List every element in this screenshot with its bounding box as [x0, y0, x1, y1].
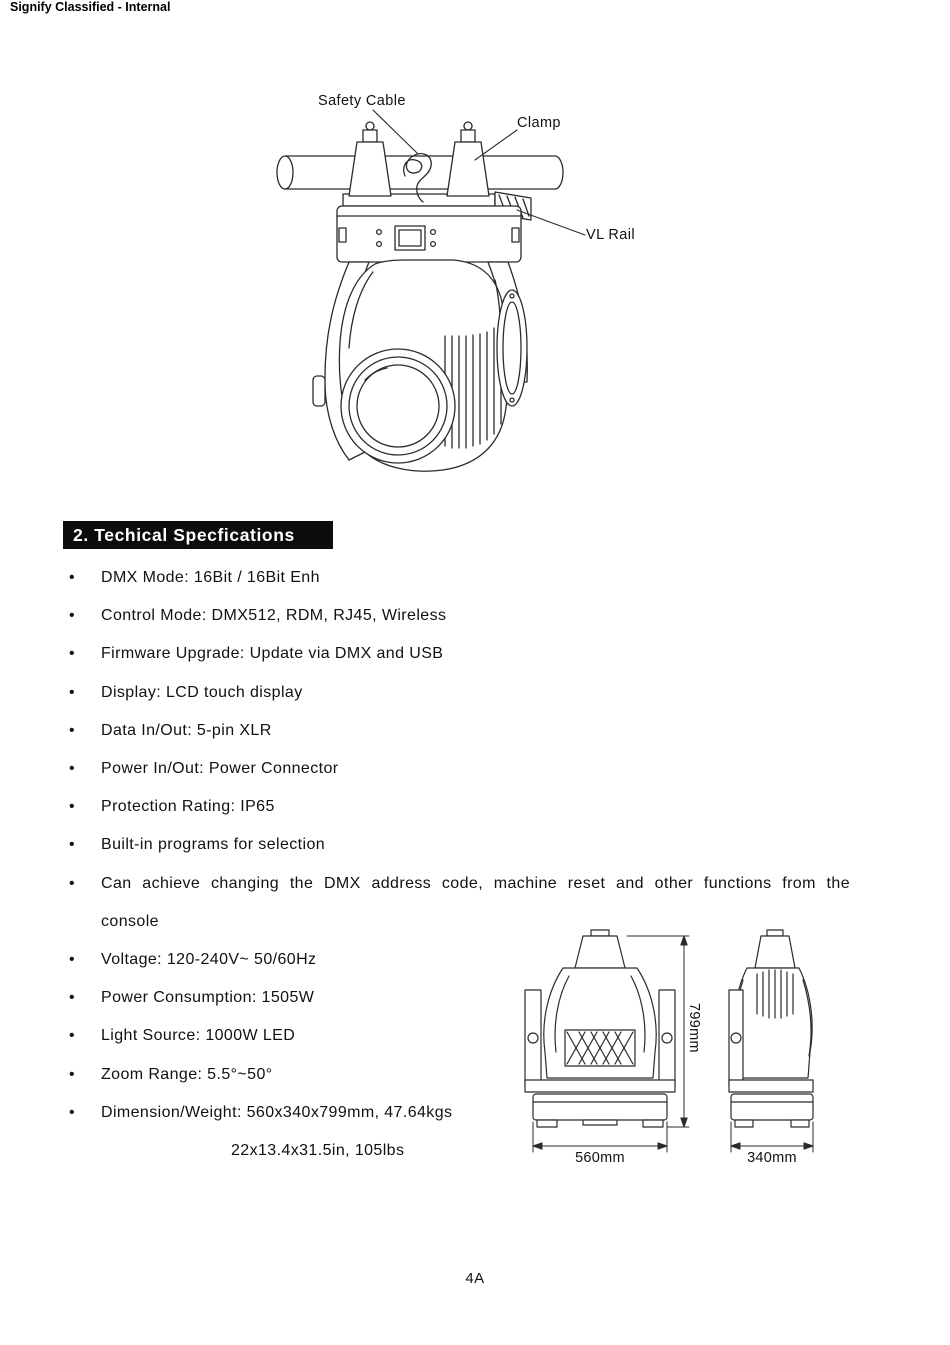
spec-item: • Voltage: 120-240V~ 50/60Hz [63, 941, 850, 979]
classification-header: Signify Classified - Internal [10, 0, 171, 14]
spec-item: • Display: LCD touch display [63, 674, 850, 712]
spec-item: • Zoom Range: 5.5°~50° [63, 1056, 850, 1094]
truss-pipe-drawing [277, 156, 563, 189]
fixture-base-drawing [337, 206, 521, 262]
spec-item: • Control Mode: DMX512, RDM, RJ45, Wireless [63, 597, 850, 635]
spec-item-line2: console [101, 912, 159, 930]
width-dimension-label: 560mm [575, 1150, 625, 1166]
clamp-drawing-right [447, 122, 489, 196]
section-title: 2. Techical Specfications [63, 521, 333, 549]
spec-item: • DMX Mode: 16Bit / 16Bit Enh [63, 559, 850, 597]
page-number: 4A [465, 1270, 485, 1287]
spec-item: • Light Source: 1000W LED [63, 1017, 850, 1055]
fixture-head-drawing [339, 260, 527, 471]
clamp-drawing-left [349, 122, 391, 196]
clamp-label: Clamp [517, 115, 561, 131]
spec-item: • Protection Rating: IP65 [63, 788, 850, 826]
spec-item: • Built-in programs for selection [63, 826, 850, 864]
spec-item-line1: • Can achieve changing the DMX address code, machine reset and other functions from the [101, 874, 850, 892]
depth-dimension-label: 340mm [747, 1150, 797, 1166]
spec-imperial-dimensions: 22x13.4x31.5in, 105lbs [231, 1142, 405, 1160]
spec-item: • Power In/Out: Power Connector [63, 750, 850, 788]
vl-rail-label: VL Rail [586, 227, 636, 243]
front-view-drawing [525, 930, 675, 1127]
spec-item: • Power Consumption: 1505W [63, 979, 850, 1017]
safety-cable-label: Safety Cable [318, 93, 406, 109]
lens-drawing [341, 349, 455, 463]
dimension-drawing [505, 928, 845, 1160]
spec-item: • Data In/Out: 5-pin XLR [63, 712, 850, 750]
height-dimension-label: 799mm [686, 1003, 702, 1053]
hanging-fixture-drawing [255, 80, 675, 500]
spec-item: • Firmware Upgrade: Update via DMX and USB [63, 635, 850, 673]
side-view-drawing [729, 930, 813, 1127]
spec-item: • Dimension/Weight: 560x340x799mm, 47.64kgs [63, 1094, 850, 1132]
